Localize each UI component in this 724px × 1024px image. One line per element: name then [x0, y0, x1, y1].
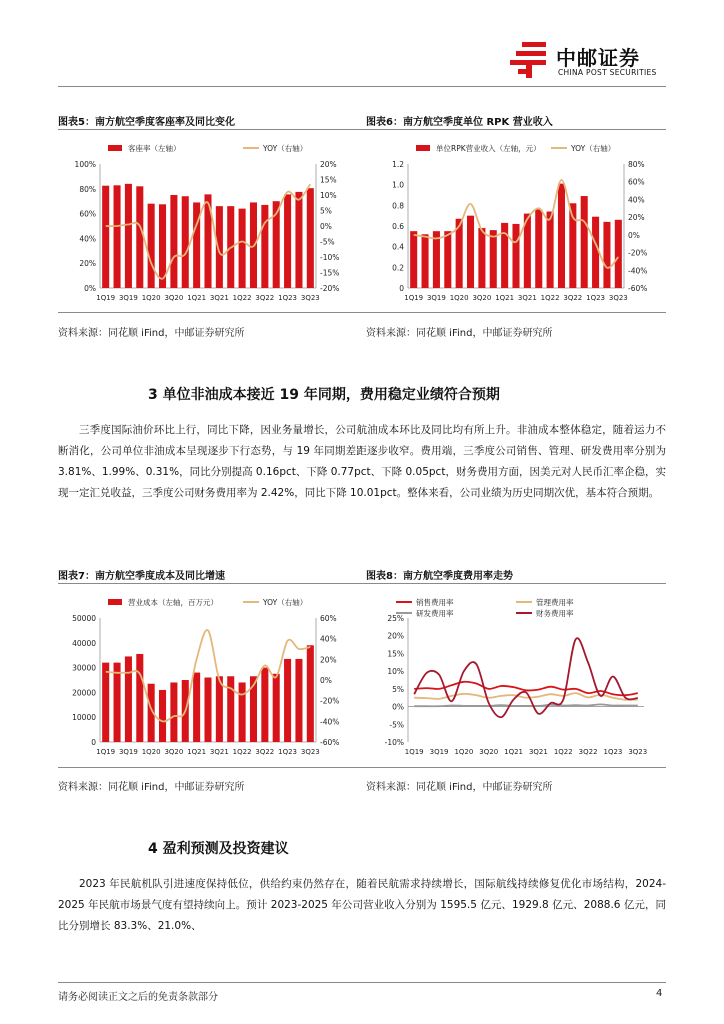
fig5-bar [182, 196, 189, 288]
fig8-x-tick-label: 3Q23 [628, 748, 648, 756]
fig6-bar [547, 212, 554, 288]
fig5-left-tick-label: 0% [84, 284, 96, 293]
fig7-title: 图表7：南方航空季度成本及同比增速 [58, 571, 225, 582]
fig8-series-line [414, 704, 638, 706]
fig-row1-rule [58, 129, 666, 130]
fig6-left-tick-label: 0.6 [392, 222, 404, 231]
section3-body [58, 420, 666, 504]
fig8-left-tick-label: 15% [387, 649, 404, 659]
fig5-x-tick-label: 3Q22 [255, 294, 275, 302]
fig6-bar [512, 224, 519, 288]
fig7-right-tick-label: 20% [320, 655, 337, 665]
fig6-right-tick-label: 80% [628, 160, 645, 169]
fig8-title: 图表8：南方航空季度费用率走势 [366, 571, 513, 582]
fig7-x-tick-label: 1Q21 [187, 748, 207, 756]
fig5-x-tick-label: 3Q23 [300, 294, 320, 302]
fig8-x-tick-label: 1Q21 [504, 748, 524, 756]
fig7-x-tick-label: 3Q20 [164, 748, 184, 756]
fig7-right-tick-label: -60% [320, 738, 340, 747]
fig7-legend-label: 营业成本（左轴，百万元） [128, 598, 218, 607]
fig-row1-bottom-rule [58, 312, 666, 313]
fig7-x-tick-label: 1Q20 [141, 748, 161, 756]
fig7-bar [307, 645, 314, 742]
fig5-bar [284, 194, 291, 288]
section3-paragraph: 三季度国际油价环比上行，同比下降，因业务量增长，公司航油成本环比及同比均有所上升。非油成本整体稳定，随着运力不断消化，公司单位非油成本呈现逐步下行态势，与 19 年同期差距逐步收窄。费用端，三季度公司销售、管理、研发费用率分别为 3.81%、1.99%、0.31%，同比分别提高 0.16pct、下降 0.77pct、下降 0.05pct，财务费用方面，因美元对人民币汇率企稳，实现一定汇兑收益，三季度公司财务费用率为 2.42%，同比下降 10.01pct。整体来看，公司业绩为历史同期次优，基本符合预期。 [58, 424, 666, 499]
fig7-bar [204, 678, 211, 742]
fig6-x-tick-label: 3Q23 [608, 294, 628, 302]
fig5-bar [114, 185, 121, 288]
fig7-right-tick-label: 40% [320, 634, 337, 644]
fig6-bar [615, 220, 622, 288]
fig8-x-tick-label: 1Q19 [404, 748, 424, 756]
fig5-bar [125, 184, 132, 288]
fig7-right-tick-label: 0% [320, 676, 332, 685]
logo-en: CHINA POST SECURITIES [558, 68, 657, 77]
fig5-bar [148, 204, 155, 288]
fig8-x-tick-label: 1Q23 [603, 748, 623, 756]
fig8-legend-label: 管理费用率 [536, 598, 574, 607]
fig7-x-tick-label: 3Q21 [209, 748, 229, 756]
fig8-left-tick-label: 25% [387, 614, 404, 623]
footer-rule [58, 982, 666, 983]
fig7-left-tick-label: 0 [91, 738, 96, 747]
fig6-bar [535, 209, 542, 288]
fig5-right-tick-label: -15% [320, 268, 340, 278]
fig6-legend-label: 单位RPK营业收入（左轴，元） [436, 144, 541, 153]
fig8-left-tick-label: -5% [389, 720, 404, 730]
fig7-left-tick-label: 40000 [72, 638, 96, 648]
fig5-left-tick-label: 20% [79, 259, 96, 269]
fig7-x-tick-label: 1Q23 [278, 748, 298, 756]
fig6-bar [444, 231, 451, 288]
fig7-bar [284, 659, 291, 742]
fig5-left-tick-label: 60% [79, 209, 96, 219]
fig6-left-tick-label: 1.2 [392, 160, 404, 169]
fig8-x-tick-label: 1Q22 [553, 748, 573, 756]
fig5-left-tick-label: 40% [79, 234, 96, 244]
fig6-bar [581, 196, 588, 288]
fig6-left-tick-label: 0.8 [392, 201, 404, 211]
fig8-chart [366, 588, 666, 762]
fig6-right-tick-label: -40% [628, 266, 648, 276]
fig6-bar [490, 230, 497, 288]
fig6-left-tick-label: 1.0 [392, 180, 404, 190]
fig5-chart [58, 134, 358, 308]
fig5-bar [102, 186, 109, 288]
fig7-x-tick-label: 1Q22 [232, 748, 252, 756]
fig7-chart [58, 588, 358, 762]
fig6-x-tick-label: 3Q21 [517, 294, 537, 302]
fig6-left-tick-label: 0 [399, 284, 404, 293]
fig5-bar [170, 195, 177, 288]
fig6-x-tick-label: 3Q22 [563, 294, 583, 302]
fig5-bar [261, 205, 268, 288]
fig6-bar [603, 222, 610, 288]
fig6-x-tick-label: 1Q20 [449, 294, 469, 302]
fig6-legend-label: YOY（右轴） [571, 144, 616, 153]
fig6-bar [592, 217, 599, 288]
fig5-x-tick-label: 1Q19 [96, 294, 116, 302]
fig6-left-tick-label: 0.2 [392, 263, 404, 273]
fig8-left-tick-label: 0% [392, 702, 404, 712]
fig6-bar [467, 216, 474, 288]
fig5-bar [136, 186, 143, 288]
header-rule [58, 86, 666, 87]
fig7-right-tick-label: -40% [320, 717, 340, 727]
section4-title: 4 盈利预测及投资建议 [148, 841, 289, 857]
fig5-title: 图表5：南方航空季度客座率及同比变化 [58, 117, 235, 128]
logo-cn: 中邮证券 [556, 46, 640, 70]
fig5-x-tick-label: 3Q20 [164, 294, 184, 302]
fig5-x-tick-label: 1Q23 [278, 294, 298, 302]
page-number: 4 [656, 988, 663, 999]
fig6-bar [422, 234, 429, 288]
fig7-bar [159, 690, 166, 742]
fig6-right-tick-label: -20% [628, 248, 648, 258]
fig5-right-tick-label: -10% [320, 253, 340, 262]
fig5-bar [239, 209, 246, 288]
fig7-left-tick-label: 30000 [72, 663, 96, 673]
fig5-legend-label: YOY（右轴） [263, 144, 308, 153]
fig7-x-tick-label: 3Q22 [255, 748, 275, 756]
fig5-source: 资料来源：同花顺 iFind，中邮证券研究所 [58, 328, 245, 339]
fig7-bar [216, 676, 223, 742]
fig5-legend-label: 客座率（左轴） [128, 144, 181, 153]
fig6-bar [410, 231, 417, 288]
fig8-x-tick-label: 3Q20 [479, 748, 499, 756]
fig5-x-tick-label: 3Q19 [118, 294, 138, 302]
fig5-right-tick-label: -20% [320, 284, 340, 293]
fig7-source: 资料来源：同花顺 iFind，中邮证券研究所 [58, 782, 245, 793]
fig7-right-tick-label: 60% [320, 614, 337, 623]
fig6-x-tick-label: 1Q23 [586, 294, 606, 302]
fig6-x-tick-label: 1Q22 [540, 294, 560, 302]
fig5-right-tick-label: -5% [320, 237, 335, 247]
fig6-x-tick-label: 3Q20 [472, 294, 492, 302]
fig-row2-bottom-rule [58, 767, 666, 768]
fig7-x-tick-label: 1Q19 [96, 748, 116, 756]
fig6-right-tick-label: 60% [628, 177, 645, 187]
fig8-left-tick-label: 20% [387, 631, 404, 641]
fig7-left-tick-label: 50000 [72, 614, 96, 623]
fig8-left-tick-label: 10% [387, 667, 404, 677]
fig7-x-tick-label: 3Q19 [118, 748, 138, 756]
fig8-left-tick-label: 5% [392, 684, 404, 694]
fig6-right-tick-label: 40% [628, 195, 645, 205]
fig7-legend-swatch [108, 599, 122, 605]
fig6-x-tick-label: 1Q19 [404, 294, 424, 302]
fig6-bar [478, 228, 485, 288]
section4-body [58, 874, 666, 937]
fig7-bar [125, 656, 132, 742]
fig6-source: 资料来源：同花顺 iFind，中邮证券研究所 [366, 328, 553, 339]
fig8-x-tick-label: 3Q19 [429, 748, 449, 756]
fig5-bar [307, 188, 314, 288]
fig7-bar [193, 673, 200, 742]
china-post-logo-icon [508, 40, 552, 80]
footer-disclaimer: 请务必阅读正文之后的免责条款部分 [58, 992, 218, 1003]
fig6-bar [433, 231, 440, 288]
fig6-x-tick-label: 1Q21 [495, 294, 515, 302]
fig7-right-tick-label: -20% [320, 696, 340, 706]
fig7-bar [102, 663, 109, 742]
fig6-x-tick-label: 3Q19 [426, 294, 446, 302]
fig5-x-tick-label: 1Q22 [232, 294, 252, 302]
fig6-right-tick-label: -60% [628, 284, 648, 293]
fig7-left-tick-label: 10000 [72, 713, 96, 723]
fig5-legend-swatch [108, 145, 122, 151]
fig5-x-tick-label: 1Q21 [187, 294, 207, 302]
fig6-legend-swatch [416, 145, 430, 151]
fig7-bar [273, 674, 280, 742]
fig7-bar [295, 659, 302, 742]
fig6-bar [558, 184, 565, 288]
fig7-bar [114, 663, 121, 742]
fig5-right-tick-label: 20% [320, 160, 337, 169]
fig5-x-tick-label: 3Q21 [209, 294, 229, 302]
fig8-x-tick-label: 3Q22 [578, 748, 598, 756]
fig7-left-tick-label: 20000 [72, 688, 96, 698]
fig7-bar [170, 682, 177, 742]
fig6-title: 图表6：南方航空季度单位 RPK 营业收入 [366, 117, 553, 128]
fig6-right-tick-label: 0% [628, 230, 640, 240]
fig5-x-tick-label: 1Q20 [141, 294, 161, 302]
fig8-source: 资料来源：同花顺 iFind，中邮证券研究所 [366, 782, 553, 793]
fig7-bar [239, 682, 246, 742]
fig8-x-tick-label: 3Q21 [528, 748, 548, 756]
fig8-legend-label: 销售费用率 [416, 598, 454, 607]
fig5-right-tick-label: 5% [320, 206, 332, 216]
fig6-chart [366, 134, 666, 308]
fig5-right-tick-label: 15% [320, 175, 337, 185]
fig5-bar [295, 192, 302, 288]
fig6-left-tick-label: 0.4 [392, 242, 404, 252]
section4-paragraph: 2023 年民航机队引进速度保持低位，供给约束仍然存在，随着民航需求持续增长，国际航线持续修复优化市场结构，2024-2025 年民航市场景气度有望持续向上。预计 2023-2025 年公司营业收入分别为 1595.5 亿元、1929.8 亿元、2088.6 亿元，同比分别增长 83.3%、21.0%、 [58, 878, 666, 932]
fig8-left-tick-label: -10% [384, 738, 404, 747]
fig-row2-rule [58, 583, 666, 584]
fig5-left-tick-label: 100% [74, 160, 96, 169]
fig6-right-tick-label: 20% [628, 213, 645, 223]
fig7-bar [227, 676, 234, 742]
fig5-right-tick-label: 10% [320, 191, 337, 200]
fig7-legend-label: YOY（右轴） [263, 598, 308, 607]
fig7-bar [136, 654, 143, 742]
fig8-legend-label: 财务费用率 [536, 609, 574, 618]
fig8-x-tick-label: 1Q20 [454, 748, 474, 756]
fig8-legend-label: 研发费用率 [416, 609, 454, 618]
section3-title: 3 单位非油成本接近 19 年同期，费用稳定业绩符合预期 [148, 387, 500, 403]
fig7-bar [261, 668, 268, 742]
fig7-x-tick-label: 3Q23 [300, 748, 320, 756]
fig5-right-tick-label: 0% [320, 222, 332, 231]
fig5-left-tick-label: 80% [79, 184, 96, 194]
